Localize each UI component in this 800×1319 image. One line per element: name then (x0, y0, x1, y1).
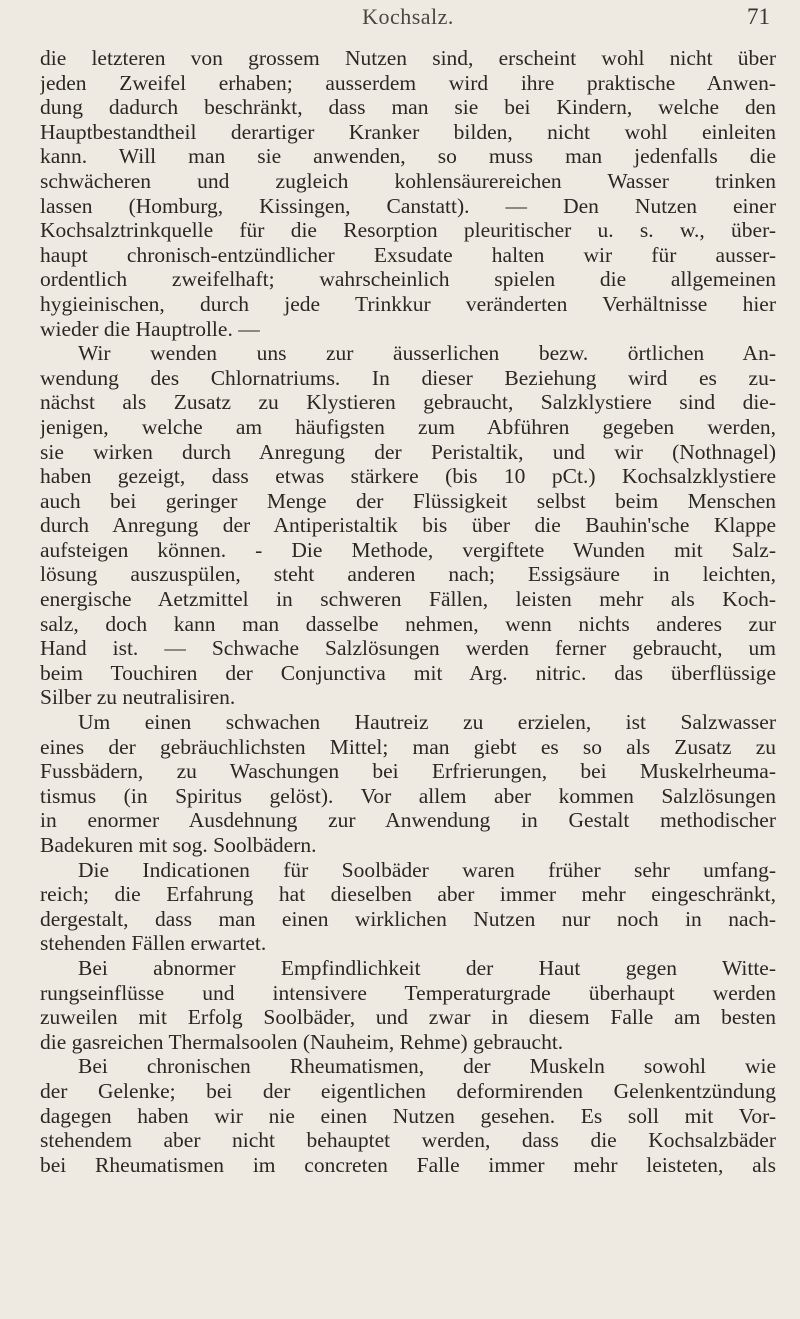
text-line: reich; die Erfahrung hat dieselben aber immer mehr eingeschränkt, (40, 882, 776, 907)
running-header-title: Kochsalz. (362, 4, 454, 29)
text-line: in enormer Ausdehnung zur Anwendung in Gestalt methodischer (40, 808, 776, 833)
text-line: stehenden Fällen erwartet. (40, 931, 267, 956)
text-line: energische Aetzmittel in schweren Fällen, leisten mehr als Koch- (40, 587, 776, 612)
text-line: aufsteigen können. - Die Methode, vergiftete Wunden mit Salz- (40, 537, 776, 562)
body-text (40, 46, 776, 1177)
text-line: salz, doch kann man dasselbe nehmen, wenn nichts anderes zur (40, 611, 776, 636)
text-line: dergestalt, dass man einen wirklichen Nutzen nur noch in nach- (40, 906, 776, 931)
text-line: Bei abnormer Empfindlichkeit der Haut gegen Witte- (78, 955, 776, 980)
text-line: Badekuren mit sog. Soolbädern. (40, 833, 317, 857)
text-line: auch bei geringer Menge der Flüssigkeit selbst beim Menschen (40, 488, 776, 513)
text-line: lösung auszuspülen, steht anderen nach; Essigsäure in leichten, (40, 562, 776, 587)
text-line: schwächeren und zugleich kohlensäurereichen Wasser trinken (40, 168, 776, 193)
text-line: Fussbädern, zu Waschungen bei Erfrierungen, bei Muskelrheuma- (40, 759, 776, 784)
text-line: eines der gebräuchlichsten Mittel; man giebt es so als Zusatz zu (40, 734, 776, 759)
text-line: Um einen schwachen Hautreiz zu erzielen, ist Salzwasser (78, 710, 776, 735)
text-line: ordentlich zweifelhaft; wahrscheinlich spielen die allgemeinen (40, 267, 776, 292)
text-line: Hand ist. — Schwache Salzlösungen werden ferner gebraucht, um (40, 636, 776, 661)
text-line: haupt chronisch-entzündlicher Exsudate halten wir für ausser- (40, 242, 776, 267)
text-line: die gasreichen Thermalsoolen (Nauheim, Rehme) gebraucht. (40, 1029, 564, 1054)
text-line: jenigen, welche am häufigsten zum Abführen gegeben werden, (40, 414, 776, 439)
page-number: 71 (747, 4, 770, 29)
text-line: dagegen haben wir nie einen Nutzen gesehen. Es soll mit Vor- (40, 1103, 776, 1128)
text-line: stehendem aber nicht behauptet werden, dass die Kochsalzbäder (40, 1128, 776, 1153)
text-line: wieder die Hauptrolle. — (40, 316, 260, 341)
running-header (46, 4, 770, 36)
text-line: rungseinflüsse und intensivere Temperaturgrade überhaupt werden (40, 980, 776, 1005)
text-line: der Gelenke; bei der eigentlichen deformirenden Gelenkentzündung (40, 1078, 776, 1103)
text-line: Hauptbestandtheil derartiger Kranker bilden, nicht wohl einleiten (40, 119, 776, 144)
text-line: kann. Will man sie anwenden, so muss man jedenfalls die (40, 144, 776, 169)
text-line: hygieinischen, durch jede Trinkkur veränderten Verhältnisse hier (40, 291, 776, 316)
text-line: wendung des Chlornatriums. In dieser Beziehung wird es zu- (40, 365, 776, 390)
text-line: die letzteren von grossem Nutzen sind, erscheint wohl nicht über (40, 46, 776, 70)
text-line: sie wirken durch Anregung der Peristaltik, und wir (Nothnagel) (40, 439, 776, 464)
text-line: jeden Zweifel erhaben; ausserdem wird ihre praktische Anwen- (40, 70, 776, 95)
text-line: zuweilen mit Erfolg Soolbäder, und zwar in diesem Falle am besten (40, 1005, 776, 1030)
text-line: nächst als Zusatz zu Klystieren gebraucht, Salzklystiere sind die- (40, 390, 776, 415)
text-line: Kochsalztrinkquelle für die Resorption pleuritischer u. s. w., über- (40, 218, 776, 243)
text-line: lassen (Homburg, Kissingen, Canstatt). — Den Nutzen einer (40, 193, 776, 218)
text-line: dung dadurch beschränkt, dass man sie bei Kindern, welche den (40, 95, 776, 120)
text-line: tismus (in Spiritus gelöst). Vor allem aber kommen Salzlösungen (40, 783, 776, 808)
text-line: Bei chronischen Rheumatismen, der Muskeln sowohl wie (78, 1054, 776, 1079)
text-line: Silber zu neutralisiren. (40, 685, 236, 710)
text-line: haben gezeigt, dass etwas stärkere (bis 10 pCt.) Kochsalzklystiere (40, 464, 776, 489)
text-line: Die Indicationen für Soolbäder waren früher sehr umfang- (78, 857, 776, 882)
text-line: bei Rheumatismen im concreten Falle immer mehr leisteten, als (40, 1152, 776, 1177)
text-line: durch Anregung der Antiperistaltik bis über die Bauhin'sche Klappe (40, 513, 776, 538)
text-line: beim Touchiren der Conjunctiva mit Arg. nitric. das überflüssige (40, 660, 776, 685)
text-line: Wir wenden uns zur äusserlichen bezw. örtlichen An- (78, 341, 776, 366)
